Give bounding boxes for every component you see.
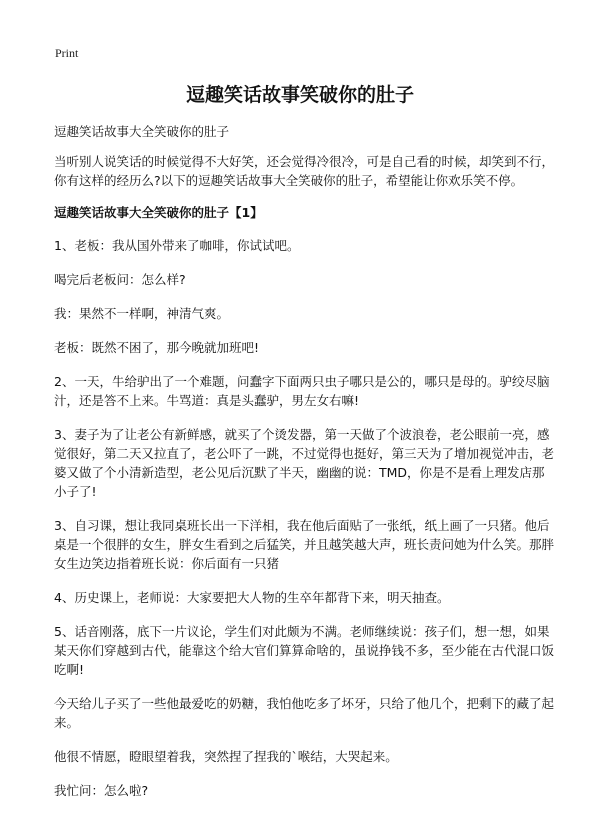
paragraph: 喝完后老板问：怎么样? (54, 272, 186, 287)
paragraph: 他很不情愿，瞪眼望着我，突然捏了捏我的`喉结，大哭起来。 (54, 749, 398, 764)
paragraph: 5、话音刚落，底下一片议论，学生们对此颇为不满。老师继续说：孩子们，想一想，如果某天你们穿越到古代，能靠这个给大官们算算命啥的，虽说挣钱不多，至少能在古代混口饭吃啊! (54, 624, 555, 677)
paragraph: 我忙问：怎么啦? (54, 783, 149, 798)
paragraph: 4、历史课上，老师说：大家要把大人物的生卒年都背下来，明天抽查。 (54, 590, 450, 605)
section-heading: 逗趣笑话故事大全笑破你的肚子【1】 (54, 205, 263, 220)
article-intro: 当听别人说笑话的时候觉得不大好笑，还会觉得冷很冷，可是自己看的时候，却笑到不行，你有这样的经历么?以下的逗趣笑话故事大全笑破你的肚子，希望能让你欢乐笑不停。 (54, 154, 555, 188)
article-subtitle: 逗趣笑话故事大全笑破你的肚子 (54, 124, 230, 139)
paragraph: 2、一天，牛给驴出了一个难题，问蠢字下面两只虫子哪只是公的，哪只是母的。驴绞尽脑汁，还是答不上来。牛骂道：真是头蠢驴，男左女右嘛! (54, 374, 550, 408)
paragraph: 3、妻子为了让老公有新鲜感，就买了个烫发器，第一天做了个波浪卷，老公眼前一亮，感觉很好，第二天又拉直了，老公吓了一跳，不过觉得也挺好，第三天为了增加视觉冲击，老婆又做了个小清新造型，老公见后沉默了半天，幽幽的说：TMD，你是不是看上理发店那小子了! (54, 427, 555, 499)
paragraph: 老板：既然不困了，那今晚就加班吧! (54, 340, 260, 355)
paragraph: 我：果然不一样啊，神清气爽。 (54, 306, 230, 321)
paragraph: 今天给儿子买了一些他最爱吃的奶糖，我怕他吃多了坏牙，只给了他几个，把剩下的藏了起来。 (54, 696, 555, 730)
paragraph: 1、老板：我从国外带来了咖啡，你试试吧。 (54, 238, 300, 253)
print-link[interactable]: Print (55, 46, 79, 60)
article-body (54, 122, 556, 815)
page-title: 逗趣笑话故事笑破你的肚子 (185, 84, 414, 106)
paragraph: 3、自习课，想让我同桌班长出一下洋相，我在他后面贴了一张纸，纸上画了一只猪。他后桌是一个很胖的女生，胖女生看到之后猛笑，并且越笑越大声，班长责问她为什么笑。那胖女生边笑边指着班长说：你后面有一只猪 (54, 518, 555, 571)
